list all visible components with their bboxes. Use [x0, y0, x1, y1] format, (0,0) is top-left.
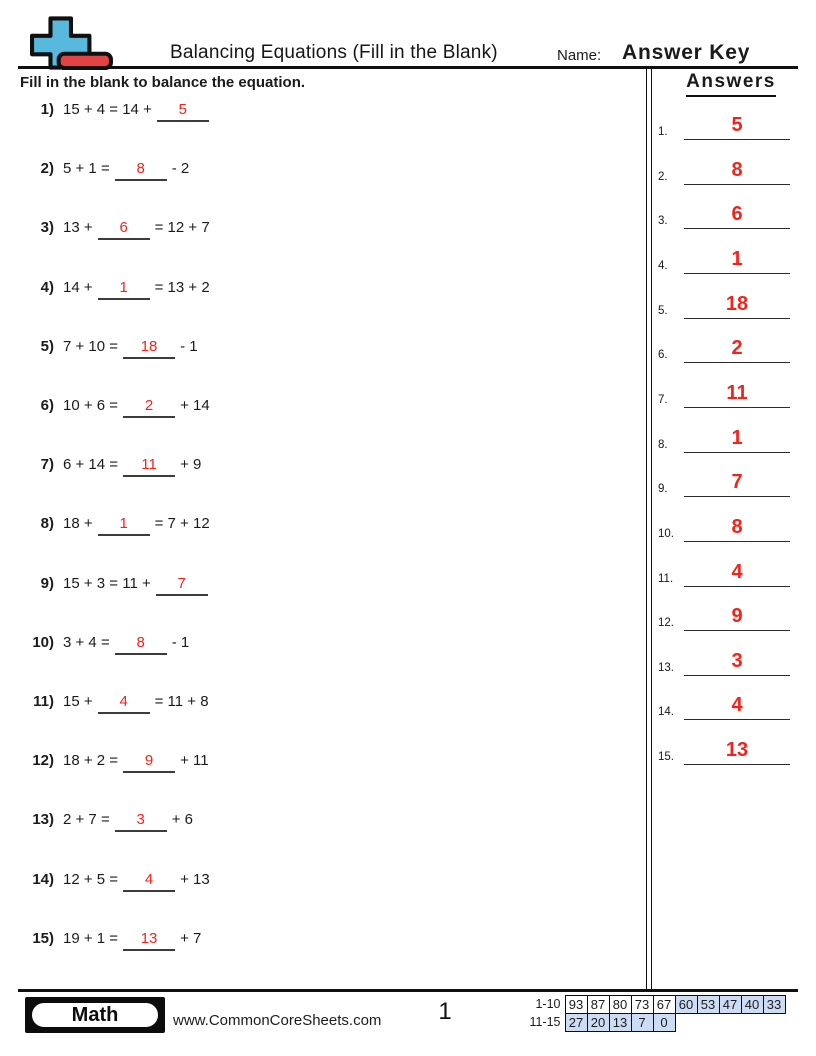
answer-value: 1 — [731, 426, 743, 449]
problem-row — [20, 160, 189, 184]
answer-key-label: Answer Key — [622, 41, 751, 64]
equation-blank-answer: 9 — [123, 752, 175, 773]
problem-number: 3) — [40, 219, 54, 237]
answer-row — [656, 557, 794, 588]
answers-heading-wrap — [664, 71, 798, 97]
equation-blank-answer: 18 — [123, 338, 175, 359]
problem-number: 13) — [32, 811, 54, 829]
equation-pre: 15 + — [63, 693, 93, 710]
answer-line — [684, 630, 790, 631]
equation-blank-answer: 8 — [115, 634, 167, 655]
score-cell: 20 — [587, 1014, 609, 1032]
equation-blank-answer: 6 — [98, 219, 150, 240]
problem-row — [20, 752, 209, 776]
answer-value: 7 — [731, 471, 743, 494]
problem-number: 6) — [40, 397, 54, 414]
answer-line — [684, 139, 790, 140]
answer-line — [684, 764, 790, 765]
answer-number: 7. — [658, 393, 668, 406]
answer-value: 9 — [731, 605, 743, 628]
answer-line — [684, 719, 790, 720]
subject-label: Math — [30, 1001, 160, 1029]
answer-row — [656, 646, 794, 677]
answer-value: 1 — [731, 247, 743, 270]
equation-blank-answer: 2 — [123, 397, 175, 418]
answer-number: 13. — [658, 661, 674, 674]
answer-number: 2. — [658, 170, 668, 183]
problem-number: 10) — [32, 633, 54, 651]
answer-line — [684, 318, 790, 319]
name-label: Name: — [557, 47, 602, 64]
problem-row — [20, 693, 209, 717]
equation-pre: 15 + 3 = 11 + — [63, 574, 151, 592]
equation-pre: 3 + 4 = — [63, 633, 110, 651]
problem-number: 15) — [32, 929, 54, 947]
answers-divider — [646, 69, 652, 990]
score-cell: 33 — [763, 996, 785, 1014]
problem-row — [20, 515, 210, 539]
equation-post: - 2 — [171, 160, 190, 178]
score-cell: 93 — [565, 996, 587, 1014]
answer-line — [684, 586, 790, 587]
header-divider — [18, 66, 798, 69]
answer-row — [656, 333, 794, 364]
equation-post: + 6 — [171, 811, 193, 829]
answer-line — [684, 452, 790, 453]
equation-pre: 7 + 10 = — [63, 337, 119, 355]
problem-number: 7) — [40, 456, 54, 474]
problem-row — [20, 575, 213, 599]
equation-blank-answer: 3 — [115, 811, 167, 832]
answer-row — [656, 735, 794, 766]
problem-number: 1) — [40, 101, 54, 118]
equation-blank-answer: 4 — [98, 693, 150, 714]
answer-line — [684, 273, 790, 274]
score-cell: 80 — [609, 996, 631, 1014]
equation-blank-answer: 4 — [123, 871, 175, 892]
equation-post: = 7 + 12 — [154, 515, 210, 533]
problem-row — [20, 219, 210, 243]
answer-line — [684, 541, 790, 542]
subject-badge — [25, 997, 165, 1033]
problem-number: 11) — [33, 693, 54, 710]
answer-number: 8. — [658, 438, 668, 451]
equation-blank-answer: 13 — [123, 930, 175, 951]
score-row-label: 1-10 — [535, 997, 561, 1012]
equation-post: - 1 — [171, 633, 190, 651]
problem-row — [20, 338, 198, 362]
plus-minus-icon — [30, 16, 114, 70]
answer-number: 5. — [658, 304, 668, 317]
answer-value: 11 — [726, 381, 748, 404]
score-cell: 53 — [697, 996, 719, 1014]
answer-number: 9. — [658, 483, 668, 496]
problem-number: 14) — [32, 870, 54, 888]
answer-value: 5 — [731, 114, 743, 136]
answer-value: 4 — [731, 694, 743, 717]
equation-blank-answer: 1 — [98, 279, 150, 300]
problem-number: 2) — [40, 160, 54, 178]
equation-post: + 11 — [180, 752, 209, 770]
problem-number: 4) — [40, 278, 54, 296]
answer-value: 13 — [725, 739, 749, 762]
equation-blank-answer: 8 — [115, 160, 167, 181]
footer-divider — [18, 989, 798, 992]
answer-value: 3 — [731, 649, 743, 672]
equation-pre: 19 + 1 = — [63, 929, 119, 947]
answer-line — [684, 362, 790, 363]
problem-row — [20, 811, 193, 835]
score-table — [521, 995, 786, 1032]
problem-row — [20, 634, 189, 658]
answer-value: 2 — [731, 337, 743, 360]
answer-number: 3. — [658, 215, 668, 228]
problem-row — [20, 456, 201, 480]
answer-line — [684, 228, 790, 229]
equation-blank-answer: 11 — [123, 456, 175, 477]
problem-row — [20, 930, 201, 954]
score-cell: 60 — [675, 996, 697, 1014]
answer-number: 10. — [658, 527, 674, 540]
problem-row — [20, 397, 210, 421]
answer-row — [656, 289, 794, 320]
equation-pre: 10 + 6 = — [63, 397, 119, 414]
equation-pre: 13 + — [63, 219, 93, 237]
equation-pre: 18 + 2 = — [63, 752, 119, 770]
answer-value: 4 — [731, 560, 743, 583]
score-row — [521, 1014, 785, 1032]
answer-row — [656, 423, 794, 454]
score-cell: 40 — [741, 996, 763, 1014]
problem-row — [20, 279, 210, 303]
problem-row — [20, 871, 210, 895]
equation-blank-answer: 5 — [157, 101, 209, 122]
instruction-text: Fill in the blank to balance the equation. — [20, 74, 306, 91]
equation-pre: 6 + 14 = — [63, 456, 119, 474]
website-url: www.CommonCoreSheets.com — [173, 1012, 382, 1029]
score-cell: 67 — [653, 996, 675, 1014]
page-title: Balancing Equations (Fill in the Blank) — [170, 42, 498, 63]
equation-post: + 14 — [180, 397, 210, 414]
answer-value: 8 — [731, 158, 743, 181]
answer-value: 18 — [725, 292, 749, 315]
answer-line — [684, 496, 790, 497]
score-cell: 87 — [587, 996, 609, 1014]
problem-number: 12) — [32, 752, 54, 770]
equation-blank-answer: 7 — [156, 575, 208, 596]
score-cell: 0 — [653, 1014, 675, 1032]
score-cell: 73 — [631, 996, 653, 1014]
answer-row — [656, 690, 794, 721]
answer-row — [656, 155, 794, 186]
answer-row — [656, 601, 794, 632]
equation-pre: 18 + — [63, 515, 93, 533]
score-row-label: 11-15 — [529, 1015, 561, 1030]
equation-post: = 11 + 8 — [154, 693, 209, 710]
answer-number: 14. — [658, 706, 674, 719]
problem-row — [20, 101, 214, 125]
score-cell: 27 — [565, 1014, 587, 1032]
answer-row — [656, 378, 794, 409]
equation-pre: 14 + — [63, 278, 93, 296]
answer-row — [656, 244, 794, 275]
page-number: 1 — [438, 998, 452, 1025]
answer-row — [656, 512, 794, 543]
answer-number: 4. — [658, 259, 668, 272]
equation-post: - 1 — [180, 337, 198, 355]
equation-blank-answer: 1 — [98, 515, 150, 536]
equation-post: = 13 + 2 — [154, 278, 210, 296]
answer-row — [656, 199, 794, 230]
problem-number: 9) — [40, 574, 54, 592]
answers-heading: Answers — [686, 71, 776, 97]
score-cell: 7 — [631, 1014, 653, 1032]
answer-number: 12. — [658, 617, 674, 630]
score-cell: 13 — [609, 1014, 631, 1032]
answer-value: 6 — [731, 203, 743, 226]
equation-pre: 5 + 1 = — [63, 160, 110, 178]
answer-number: 11. — [658, 572, 674, 585]
equation-post: + 13 — [180, 870, 210, 888]
score-cell: 47 — [719, 996, 741, 1014]
answer-line — [684, 184, 790, 185]
answer-line — [684, 407, 790, 408]
equation-post: + 9 — [180, 456, 202, 474]
answer-number: 6. — [658, 349, 668, 362]
problem-number: 5) — [40, 337, 54, 355]
problem-number: 8) — [40, 515, 54, 533]
equation-pre: 15 + 4 = 14 + — [63, 101, 152, 118]
equation-pre: 2 + 7 = — [63, 811, 110, 829]
answer-row — [656, 467, 794, 498]
answer-line — [684, 675, 790, 676]
equation-post: = 12 + 7 — [154, 219, 210, 237]
answer-value: 8 — [731, 515, 743, 538]
answer-number: 1. — [658, 126, 668, 138]
score-row — [521, 996, 785, 1014]
answer-row — [656, 110, 794, 141]
equation-post: + 7 — [180, 929, 202, 947]
equation-pre: 12 + 5 = — [63, 870, 119, 888]
answer-number: 15. — [658, 751, 674, 764]
